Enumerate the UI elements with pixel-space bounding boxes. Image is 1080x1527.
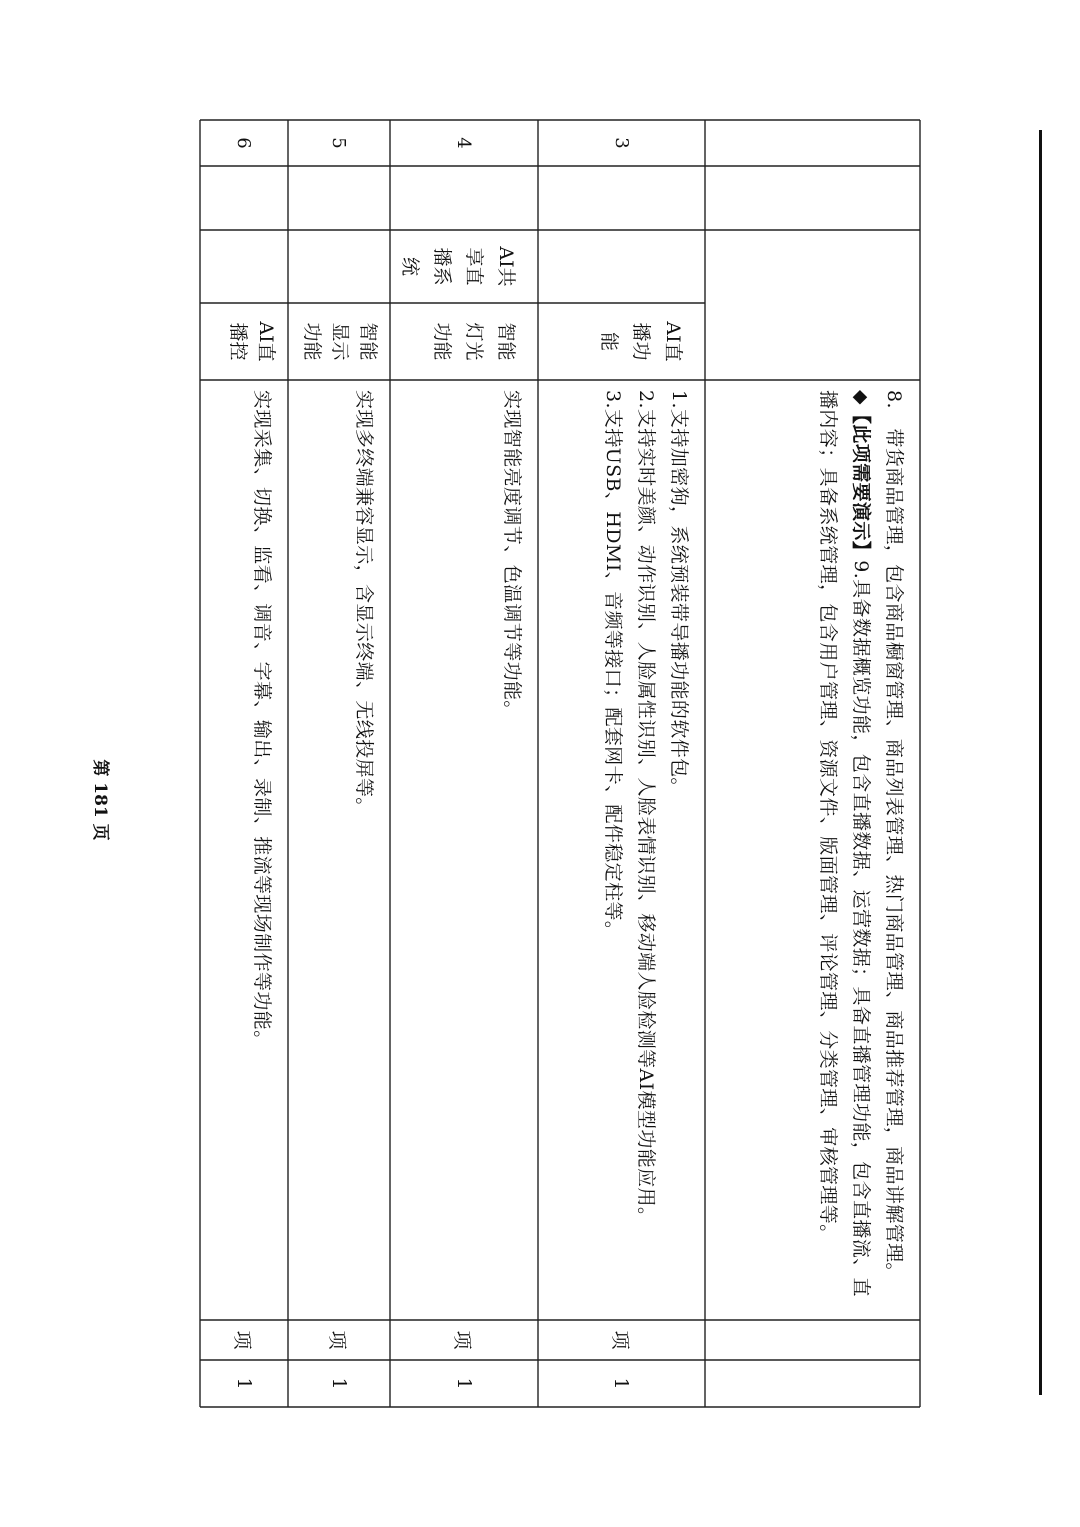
row-6-unit: 项: [231, 1330, 254, 1350]
row-5-desc: [288, 380, 390, 1320]
row-6-no: 6: [233, 137, 255, 149]
row-0-desc-line-2-text: 9.具备数据概览功能，包含直播数据、运营数据；具备直播管理功能，包含直播流、直播内容；具备系统管理，包含用户管理、资源文件、版面管理、评论管理、分类管理、审核管理等。: [817, 390, 872, 1297]
row-3-unit: 项: [609, 1330, 631, 1350]
row-4-desc-line-1: 实现智能亮度调节、色温调节等功能。: [501, 390, 523, 720]
row-5-no: 5: [328, 137, 350, 149]
row-0-desc: [705, 380, 920, 1320]
row-4-name: 智能灯光功能: [431, 322, 517, 361]
row-5-name: 智能显示功能: [301, 322, 379, 361]
row-0-desc-line-2: [811, 390, 877, 1308]
row-6-desc: [200, 380, 288, 1320]
row-3-desc-line-1: 1.支持加密狗，系统预装带导播功能的软件包。: [668, 390, 690, 797]
row-4-desc: [390, 380, 538, 1320]
row-5-qty: 1: [328, 1377, 350, 1390]
row-3-desc: [538, 380, 705, 1320]
system-name: AI共享直播系统: [399, 246, 517, 287]
row-3-no: 3: [611, 137, 632, 149]
row-6-qty: 1: [233, 1377, 255, 1390]
row-3-desc-line-2: 2.支持实时美颜、动作识别、人脸属性识别、人脸表情识别、移动端人脸检测等AI模型功能应用。: [635, 390, 657, 1227]
page-footer: 第 181 页: [90, 759, 110, 841]
row-5-desc-line-1: 实现多终端兼容显示，含显示终端、无线投屏等。: [353, 390, 375, 817]
row-4-unit: 项: [451, 1330, 474, 1350]
row-4-no: 4: [453, 137, 475, 149]
row-6-desc-line-1: 实现采集、切换、监看、调音、字幕、输出、录制、推流等现场制作等功能。: [251, 390, 273, 1050]
demo-tag: ◆【此项需要演示】: [850, 390, 872, 561]
row-3-desc-line-3: 3.支持USB、HDMI、音频等接口；配套网卡、配件稳定柱等。: [602, 390, 624, 941]
row-5-unit: 项: [326, 1330, 349, 1350]
row-0-desc-line-1: 8. 带货商品管理，包含商品橱窗管理、商品列表管理、热门商品管理、商品推荐管理，商品讲解管理。: [883, 390, 905, 1282]
row-6-name: AI直播控: [227, 321, 277, 362]
row-3-qty: 1: [610, 1377, 633, 1390]
row-4-qty: 1: [453, 1377, 475, 1390]
row-3-name: AI直播功能: [598, 321, 684, 362]
